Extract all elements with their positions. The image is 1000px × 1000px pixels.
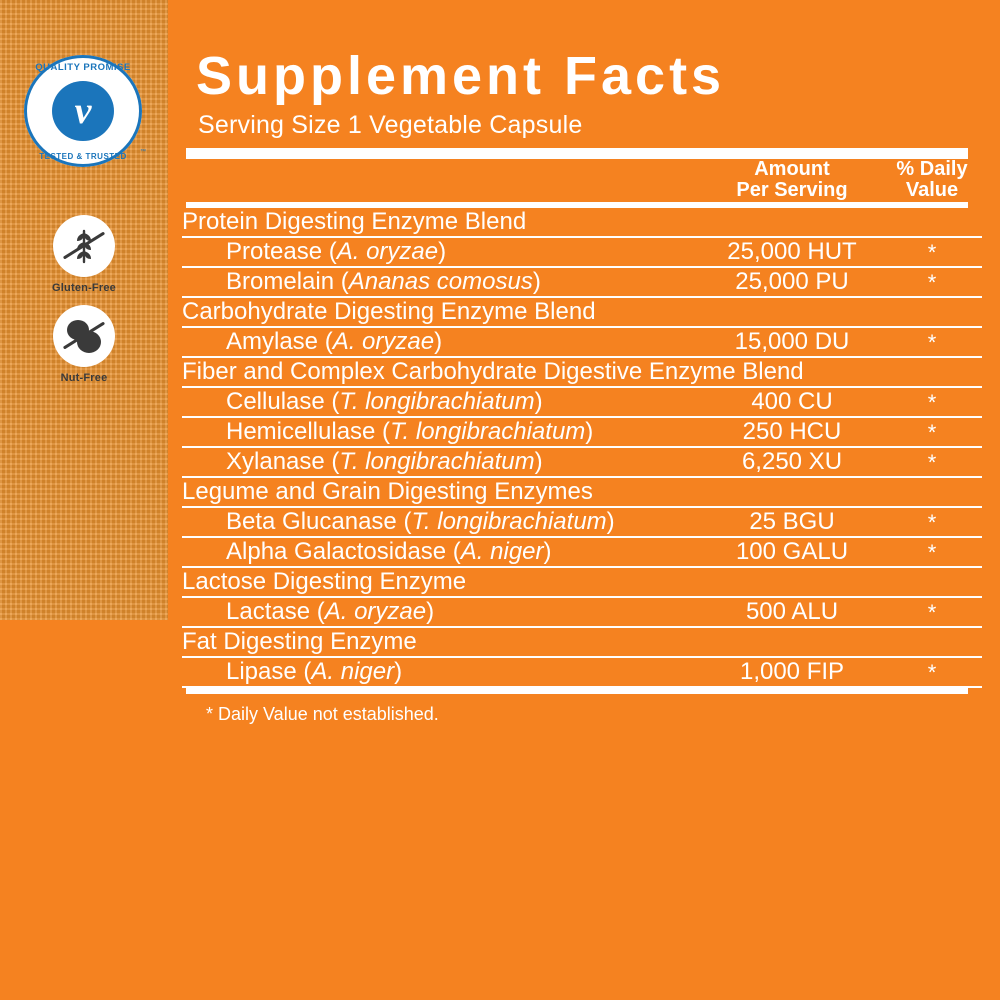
page-title: Supplement Facts [196,46,726,106]
daily-value-value: * [882,417,982,447]
nutrient-name-text: Legume and Grain Digesting Enzymes [182,477,593,505]
amount-per-serving-value: 1,000 FIP [702,657,882,687]
nutrient-name [182,657,702,687]
amount-per-serving-value [702,208,882,237]
nutrient-name [182,507,702,537]
table-row [182,297,982,327]
nutrient-name-text: Xylanase ( [226,447,340,475]
gluten-free-badge [38,215,130,294]
nutrient-source-species: A. niger [460,537,544,565]
nutrient-name-tail: ) [532,267,541,295]
daily-value-value [882,208,982,237]
amount-per-serving-value: 6,250 XU [702,447,882,477]
nutrient-source-species: Ananas comosus [348,267,533,295]
nutrient-name-tail: ) [606,507,615,535]
nutrient-name-text: Protein Digesting Enzyme Blend [182,207,527,235]
nutrient-name-text: Lactose Digesting Enzyme [182,567,467,595]
nutrient-source-species: A. oryzae [324,597,427,625]
nutrient-name-tail: ) [534,447,543,475]
nutrient-name-text: Cellulase ( [226,387,340,415]
table-row [182,507,982,537]
nutrient-group-name [182,627,702,657]
header-dv-line1: % Daily [896,157,968,180]
amount-per-serving-value [702,297,882,327]
nutrient-group-name [182,477,702,507]
nutrient-name-tail: ) [438,237,447,265]
table-row [182,627,982,657]
nut-free-badge [38,305,130,384]
daily-value-value: * [882,387,982,417]
amount-per-serving-value [702,477,882,507]
nutrient-name-tail: ) [585,417,594,445]
facts-table [182,208,982,688]
quality-promise-seal [18,55,150,167]
seal-bottom-label: TESTED & TRUSTED [39,152,127,161]
nutrient-name-text: Lipase ( [226,657,312,685]
nutrient-name-text: Beta Glucanase ( [226,507,412,535]
nutrient-name-text: Bromelain ( [226,267,349,295]
daily-value-value: * [882,657,982,687]
daily-value-value [882,567,982,597]
nutrient-source-species: T. longibrachiatum [390,417,586,445]
nutrient-name-text: Amylase ( [226,327,333,355]
daily-value-value: * [882,597,982,627]
nutrient-name-tail: ) [434,327,443,355]
amount-per-serving-value: 100 GALU [702,537,882,567]
amount-per-serving-value: 250 HCU [702,417,882,447]
daily-value-value [882,627,982,657]
peanut-icon [53,305,115,367]
nutrient-name-text: Lactase ( [226,597,325,625]
amount-per-serving-value [702,567,882,597]
daily-value-value [882,477,982,507]
nutrient-source-species: T. longibrachiatum [411,507,607,535]
nutrient-name-text: Protease ( [226,237,337,265]
nutrient-source-species: A. oryzae [336,237,439,265]
nutrient-name-tail: ) [426,597,435,625]
seal-monogram: v [52,81,114,141]
nutrient-group-name [182,297,702,327]
header-amount-line1: Amount [754,157,830,180]
wheat-icon [53,215,115,277]
divider-medium-bottom [186,688,968,694]
header-amount-line2: Per Serving [736,179,848,202]
amount-per-serving-value: 400 CU [702,387,882,417]
facts-header-table [182,159,982,202]
supplement-facts-panel [168,30,986,975]
header-amount-per-serving [702,159,882,202]
nutrient-name-text: Hemicellulase ( [226,417,391,445]
nutrient-name [182,267,702,297]
table-row [182,237,982,267]
nutrient-source-species: A. niger [311,657,395,685]
seal-top-label: QUALITY PROMISE [35,62,131,73]
table-row [182,597,982,627]
table-row [182,477,982,507]
table-row [182,387,982,417]
gluten-free-label: Gluten-Free [52,282,116,294]
nutrient-source-species: T. longibrachiatum [339,447,535,475]
table-row [182,567,982,597]
divider-thick-top [186,148,968,159]
nutrient-name [182,327,702,357]
daily-value-value: * [882,507,982,537]
amount-per-serving-value: 500 ALU [702,597,882,627]
header-dv-line2: Value [905,179,959,202]
seal-trademark: ™ [140,149,146,155]
table-row [182,357,982,387]
amount-per-serving-value: 15,000 DU [702,327,882,357]
badges-column [0,0,168,620]
nutrient-group-name [182,357,804,387]
daily-value-value: * [882,267,982,297]
nutrient-name [182,537,702,567]
nutrient-name-tail: ) [394,657,403,685]
daily-value-value: * [882,537,982,567]
nut-free-label: Nut-Free [60,372,108,384]
amount-per-serving-value: 25,000 PU [702,267,882,297]
table-row [182,327,982,357]
daily-value-value: * [882,327,982,357]
daily-value-value: * [882,237,982,267]
table-row [182,537,982,567]
amount-per-serving-value: 25 BGU [702,507,882,537]
table-row [182,267,982,297]
table-row [182,657,982,687]
table-row [182,447,982,477]
serving-size-text: Serving Size 1 Vegetable Capsule [198,110,583,139]
header-daily-value [882,159,982,202]
nutrient-name-text: Alpha Galactosidase ( [226,537,461,565]
nutrient-group-name [182,208,702,237]
nutrient-name-text: Carbohydrate Digesting Enzyme Blend [182,297,596,325]
table-header-row [182,159,982,202]
daily-value-value [882,297,982,327]
nutrient-name-tail: ) [534,387,543,415]
nutrient-name [182,447,702,477]
nutrient-name [182,237,702,267]
nutrient-source-species: T. longibrachiatum [339,387,535,415]
nutrient-name [182,597,702,627]
amount-per-serving-value [702,627,882,657]
table-row [182,208,982,237]
amount-per-serving-value: 25,000 HUT [702,237,882,267]
nutrient-name-tail: ) [543,537,552,565]
nutrient-name-text: Fat Digesting Enzyme [182,627,417,655]
nutrient-name [182,387,702,417]
footnote-text: * Daily Value not established. [206,703,439,724]
header-blank-cell [182,159,702,202]
daily-value-value [882,357,982,387]
nutrient-name-text: Fiber and Complex Carbohydrate Digestive Enzyme Blend [182,357,804,385]
table-row [182,417,982,447]
nutrient-name [182,417,702,447]
nutrient-source-species: A. oryzae [332,327,435,355]
daily-value-value: * [882,447,982,477]
nutrient-group-name [182,567,702,597]
